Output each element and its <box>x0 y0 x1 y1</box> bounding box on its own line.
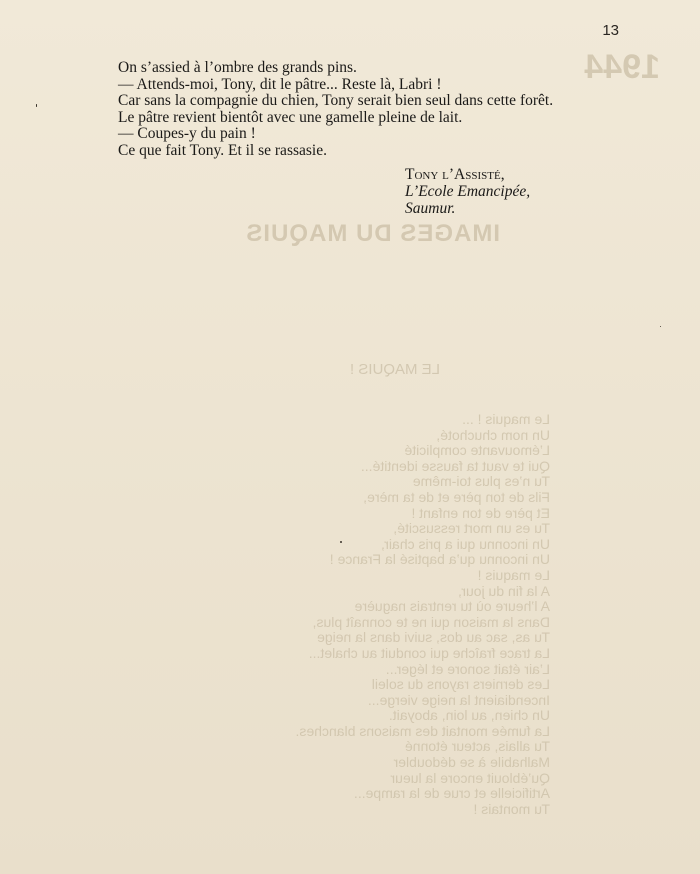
story-line: Le pâtre revient bientôt avec une gamelle pleine de lait. <box>118 108 463 126</box>
story-line: — Attends-moi, Tony, dit le pâtre... Reste là, Labri ! <box>118 75 442 93</box>
show-through-background: 1944 IMAGES DU MAQUIS LE MAQUIS ! Le maquis ! ... Un nom chuchoté, L’émouvante complicité Qui te vaut ta fausse identité... Tu n’es plus toi-même Fils de ton père et de ta mère, Et père de ton enfant ! Tu es un mort ressuscité, Un inconnu qui a pris chair, Un inconnu qu’a baptisé la France ! Le maquis ! A la fin du jour, A l’heure où tu rentrais naguère Dans la maison qui ne te connaît plus, Tu as, sac au dos, suivi dans la neige La trace fraîche qui conduit au chalet... L’air était sonore et léger... Les derniers rayons du soleil Incendiaient la neige vierge... Un chien, au loin, aboyait. La fumée montait des maisons blanches. Tu allais, acteur étonné Malhabile à se dédoubler Qu’éblouit encore la lueur Artificielle et crue de la rampe... Tu montais ! <box>245 48 660 817</box>
story-paragraph <box>118 60 553 160</box>
paper-speck <box>36 104 37 107</box>
signature-author: Tony l’Assisté, <box>405 166 505 183</box>
story-line: Ce que fait Tony. Et il se rassasie. <box>118 141 327 159</box>
story-line: On s’assied à l’ombre des grands pins. <box>118 59 357 76</box>
signature-school: L’Ecole Emancipée, <box>405 183 531 200</box>
story-line: — Coupes-y du pain ! <box>118 125 256 143</box>
story-line: Car sans la compagnie du chien, Tony serait bien seul dans cette forêt. <box>118 92 554 110</box>
signature-block <box>405 166 530 217</box>
paper-speck <box>340 541 342 543</box>
signature-city: Saumur. <box>405 200 456 217</box>
page-number: 13 <box>602 22 619 39</box>
paper-speck <box>660 326 661 327</box>
